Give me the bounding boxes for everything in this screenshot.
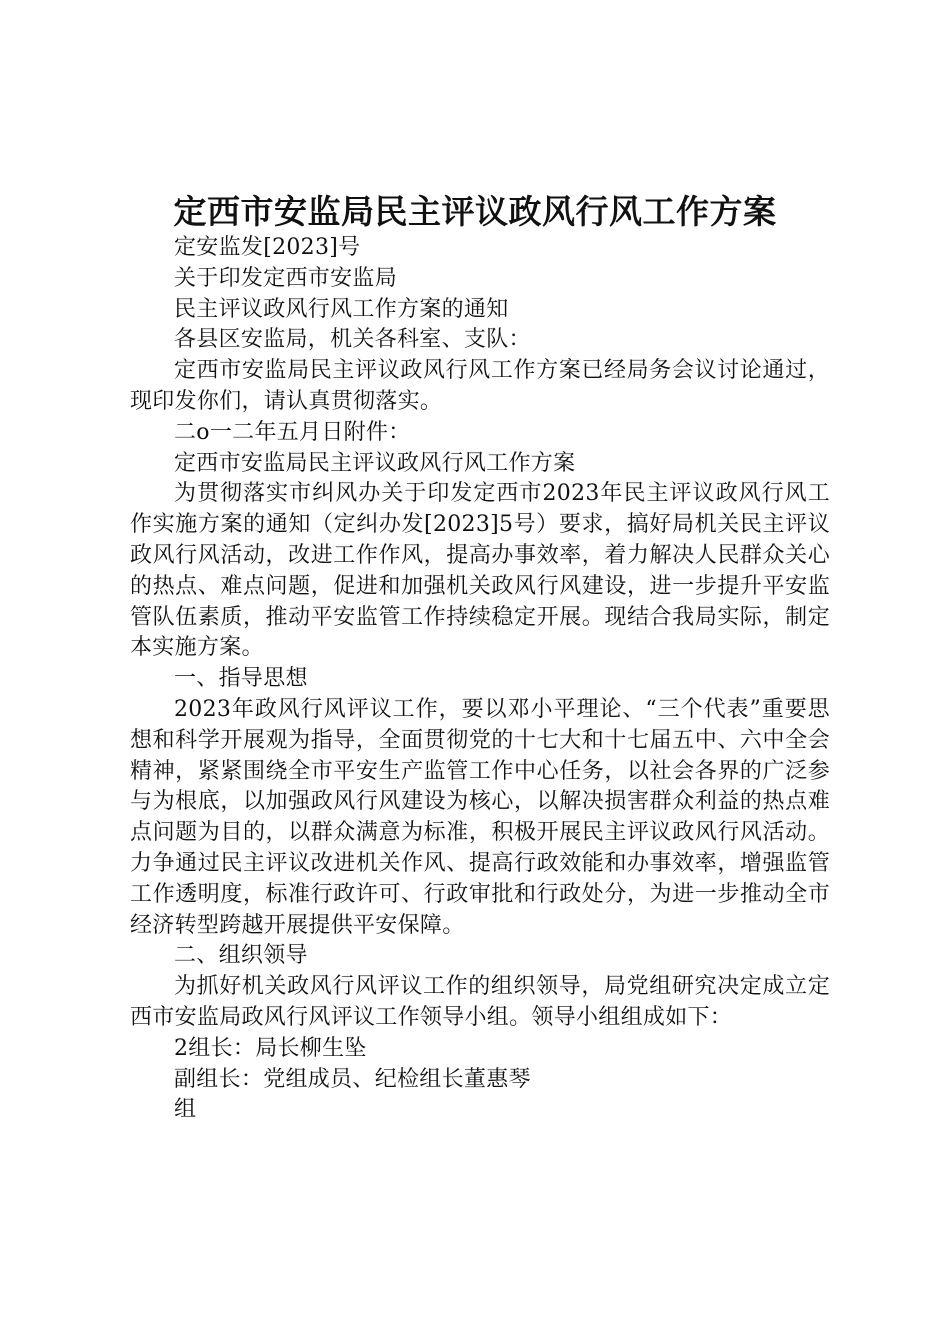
leader-line: 2组长：局长柳生坠: [174, 1035, 367, 1061]
recipients: 各县区安监局，机关各科室、支队：: [174, 327, 531, 353]
document-body: [130, 233, 830, 1126]
deputy-leader-line: 副组长：党组成员、纪检组长董惠琴: [174, 1066, 531, 1092]
document-title: 定西市安监局民主评议政风行风工作方案: [173, 192, 777, 231]
doc-number: 定安监发[2023]号: [174, 235, 361, 260]
section-heading-1: 一、指导思想: [174, 666, 308, 692]
intro-paragraph: 为贯彻落实市纠风办关于印发定西市2023年民主评议政风行风工作实施方案的通知（定纠办发[2023]5号）要求，搞好局机关民主评议政风行风活动，改进工作作风，提高办事效率，着力解决人民群众关心的热点、难点问题，促进和加强机关政风行风建设，进一步提升平安监管队伍素质，推动平安监管工作持续稳定开展。现结合我局实际，制定本实施方案。: [130, 481, 830, 661]
notice-title-line-2: 民主评议政风行风工作方案的通知: [174, 296, 509, 322]
guiding-ideology-paragraph: 2023年政风行风评议工作，要以邓小平理论、“三个代表”重要思想和科学开展观为指导，全面贯彻党的十七大和十七届五中、六中全会精神，紧紧围绕全市平安生产监管工作中心任务，以社会各界的广泛参与为根底，以加强政风行风建设为核心，以解决损害群众利益的热点难点问题为目的，以群众满意为标准，积极开展民主评议政风行风活动。力争通过民主评议改进机关作风、提高行政效能和办事效率，增强监管工作透明度，标准行政许可、行政审批和行政处分，为进一步推动全市经济转型跨越开展提供平安保障。: [130, 696, 830, 938]
notice-body: 定西市安监局民主评议政风行风工作方案已经局务会议讨论通过，现印发你们，请认真贯彻落实。: [130, 358, 830, 414]
section-heading-2: 二、组织领导: [174, 943, 308, 969]
member-line: 组: [174, 1097, 197, 1123]
notice-title-line-1: 关于印发定西市安监局: [174, 265, 398, 291]
organization-paragraph: 为抓好机关政风行风评议工作的组织领导，局党组研究决定成立定西市安监局政风行风评议工作领导小组。领导小组组成如下：: [130, 974, 830, 1030]
date-attachment: 二o一二年五月日附件：: [174, 419, 411, 445]
attachment-title: 定西市安监局民主评议政风行风工作方案: [174, 450, 576, 476]
